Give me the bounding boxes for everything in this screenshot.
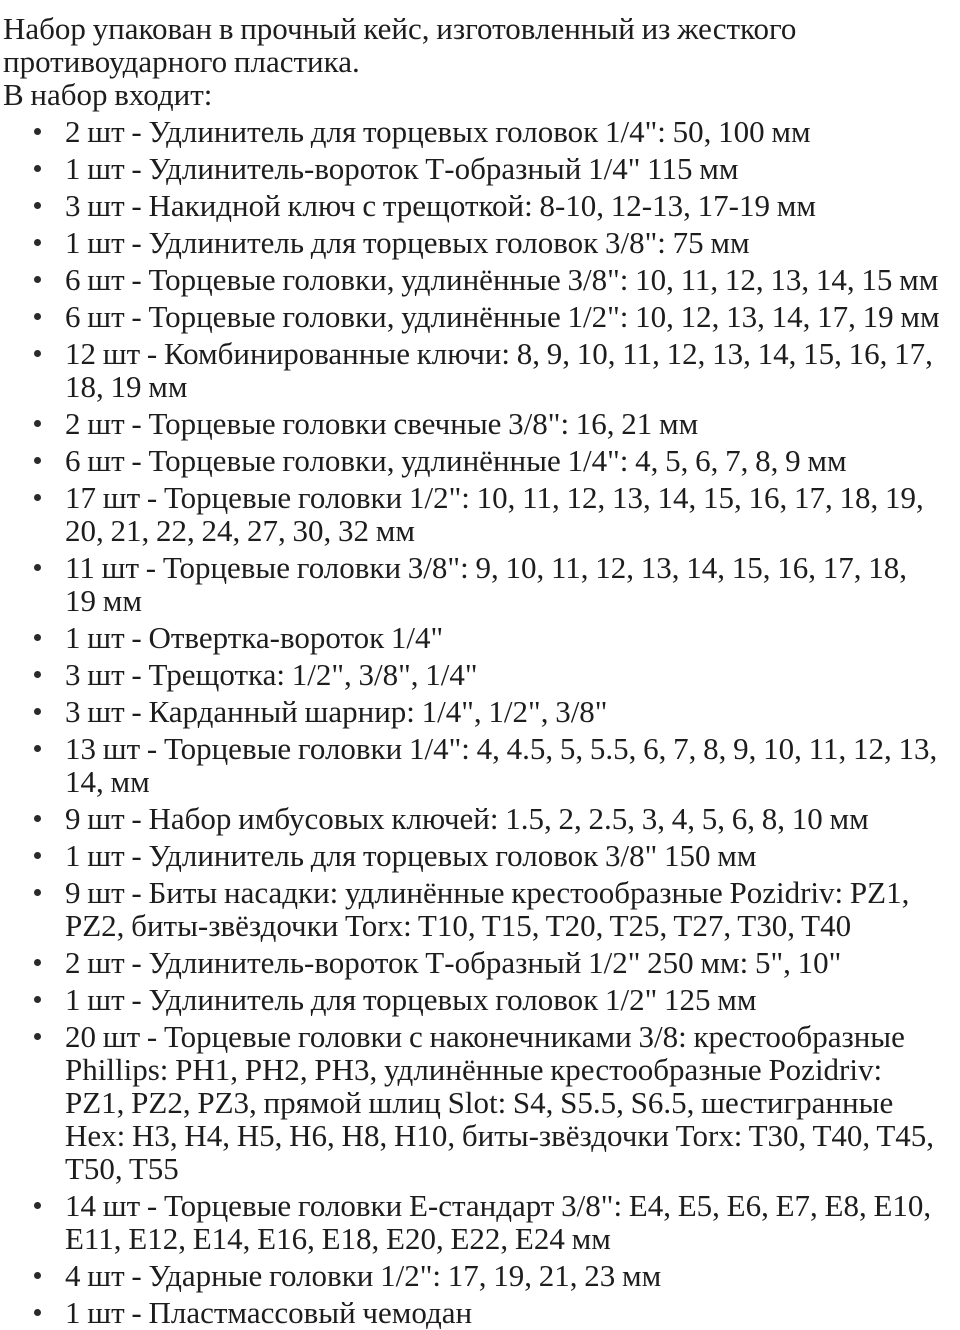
list-item bbox=[3, 444, 940, 477]
list-item bbox=[3, 802, 940, 835]
list-item-text: 2 шт - Торцевые головки свечные 3/8": 16, 21 мм bbox=[65, 406, 699, 441]
bullet-icon bbox=[34, 745, 41, 752]
list-item bbox=[3, 695, 940, 728]
list-item bbox=[3, 1259, 940, 1292]
intro-paragraph: Набор упакован в прочный кейс, изготовленный из жесткого противоударного пластика. bbox=[3, 11, 797, 79]
list-header: В набор входит: bbox=[3, 77, 213, 112]
list-item-text: 1 шт - Удлинитель для торцевых головок 3/8": 75 мм bbox=[65, 225, 750, 260]
list-item-text: 17 шт - Торцевые головки 1/2": 10, 11, 12, 13, 14, 15, 16, 17, 18, 19, 20, 21, 22, 24, 27, 30, 32 мм bbox=[65, 480, 924, 548]
list-item-text: 1 шт - Удлинитель-вороток Т-образный 1/4" 115 мм bbox=[65, 151, 739, 186]
list-item-text: 1 шт - Пластмассовый чемодан bbox=[65, 1295, 473, 1330]
list-item-text: 11 шт - Торцевые головки 3/8": 9, 10, 11, 12, 13, 14, 15, 16, 17, 18, 19 мм bbox=[65, 550, 908, 618]
bullet-icon bbox=[34, 1309, 41, 1316]
list-item-text: 3 шт - Трещотка: 1/2", 3/8", 1/4" bbox=[65, 657, 478, 692]
list-item-text: 1 шт - Удлинитель для торцевых головок 1/2" 125 мм bbox=[65, 982, 757, 1017]
list-item bbox=[3, 839, 940, 872]
bullet-icon bbox=[34, 852, 41, 859]
bullet-icon bbox=[34, 165, 41, 172]
list-item bbox=[3, 732, 940, 798]
bullet-icon bbox=[34, 815, 41, 822]
list-item bbox=[3, 481, 940, 547]
bullet-icon bbox=[34, 959, 41, 966]
bullet-icon bbox=[34, 457, 41, 464]
list-item-text: 20 шт - Торцевые головки с наконечниками 3/8: крестообразные Phillips: PH1, PH2, PH3, удлинённые крестообразные Pozidriv: PZ1, PZ2, PZ3, прямой шлиц Slot: S4, S5.5, S6.5, шестигранные Hex: H3, H4, H5, H6, H8, H10, биты-звёздочки Torx: T30, T40, T45, T50, T55 bbox=[65, 1019, 935, 1186]
list-item bbox=[3, 551, 940, 617]
bullet-icon bbox=[34, 313, 41, 320]
bullet-icon bbox=[34, 494, 41, 501]
list-item bbox=[3, 407, 940, 440]
list-item bbox=[3, 621, 940, 654]
list-item-text: 12 шт - Комбинированные ключи: 8, 9, 10, 11, 12, 13, 14, 15, 16, 17, 18, 19 мм bbox=[65, 336, 933, 404]
list-item bbox=[3, 337, 940, 403]
bullet-icon bbox=[34, 671, 41, 678]
bullet-icon bbox=[34, 420, 41, 427]
list-item-text: 3 шт - Накидной ключ с трещоткой: 8-10, 12-13, 17-19 мм bbox=[65, 188, 816, 223]
list-item bbox=[3, 1020, 940, 1185]
contents-list bbox=[3, 115, 940, 1329]
bullet-icon bbox=[34, 128, 41, 135]
bullet-icon bbox=[34, 564, 41, 571]
bullet-icon bbox=[34, 708, 41, 715]
list-item-text: 9 шт - Набор имбусовых ключей: 1.5, 2, 2.5, 3, 4, 5, 6, 8, 10 мм bbox=[65, 801, 869, 836]
bullet-icon bbox=[34, 239, 41, 246]
bullet-icon bbox=[34, 1033, 41, 1040]
bullet-icon bbox=[34, 889, 41, 896]
list-item bbox=[3, 263, 940, 296]
list-item-text: 4 шт - Ударные головки 1/2": 17, 19, 21, 23 мм bbox=[65, 1258, 662, 1293]
bullet-icon bbox=[34, 202, 41, 209]
list-item bbox=[3, 1189, 940, 1255]
list-item-text: 1 шт - Удлинитель для торцевых головок 3/8" 150 мм bbox=[65, 838, 757, 873]
list-item bbox=[3, 658, 940, 691]
bullet-icon bbox=[34, 276, 41, 283]
list-item-text: 14 шт - Торцевые головки Е-стандарт 3/8": E4, E5, E6, E7, E8, E10, E11, E12, E14, E16, E18, E20, E22, E24 мм bbox=[65, 1188, 932, 1256]
bullet-icon bbox=[34, 350, 41, 357]
bullet-icon bbox=[34, 1272, 41, 1279]
list-item-text: 6 шт - Торцевые головки, удлинённые 3/8": 10, 11, 12, 13, 14, 15 мм bbox=[65, 262, 939, 297]
bullet-icon bbox=[34, 996, 41, 1003]
list-item bbox=[3, 189, 940, 222]
list-item bbox=[3, 1296, 940, 1329]
list-item bbox=[3, 946, 940, 979]
list-item-text: 3 шт - Карданный шарнир: 1/4", 1/2", 3/8" bbox=[65, 694, 608, 729]
list-item bbox=[3, 115, 940, 148]
list-item-text: 2 шт - Удлинитель для торцевых головок 1/4": 50, 100 мм bbox=[65, 114, 811, 149]
list-item-text: 9 шт - Биты насадки: удлинённые крестообразные Pozidriv: PZ1, PZ2, биты-звёздочки Torx: T10, T15, T20, T25, T27, T30, T40 bbox=[65, 875, 910, 943]
list-item-text: 6 шт - Торцевые головки, удлинённые 1/2": 10, 12, 13, 14, 17, 19 мм bbox=[65, 299, 940, 334]
list-item bbox=[3, 983, 940, 1016]
list-item-text: 6 шт - Торцевые головки, удлинённые 1/4": 4, 5, 6, 7, 8, 9 мм bbox=[65, 443, 847, 478]
list-item-text: 2 шт - Удлинитель-вороток Т-образный 1/2" 250 мм: 5", 10" bbox=[65, 945, 842, 980]
list-item bbox=[3, 876, 940, 942]
list-item bbox=[3, 152, 940, 185]
list-item bbox=[3, 300, 940, 333]
list-item-text: 13 шт - Торцевые головки 1/4": 4, 4.5, 5, 5.5, 6, 7, 8, 9, 10, 11, 12, 13, 14, мм bbox=[65, 731, 938, 799]
bullet-icon bbox=[34, 634, 41, 641]
list-item bbox=[3, 226, 940, 259]
list-item-text: 1 шт - Отвертка-вороток 1/4" bbox=[65, 620, 444, 655]
bullet-icon bbox=[34, 1202, 41, 1209]
